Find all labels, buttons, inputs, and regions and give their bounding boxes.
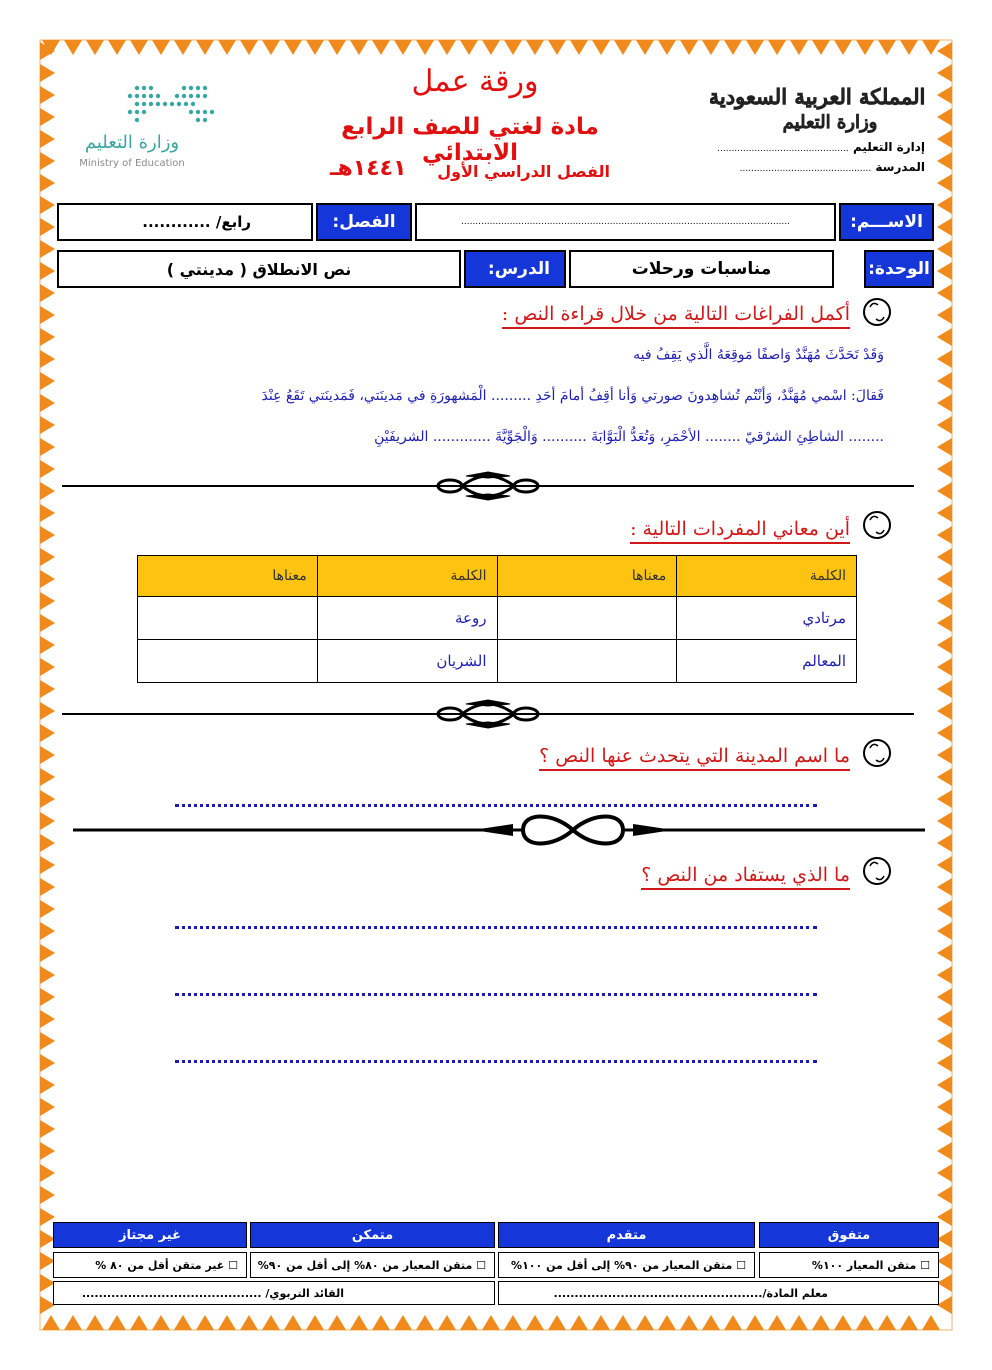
ministry-name-ar: وزارة التعليم bbox=[84, 132, 180, 153]
border-triangle bbox=[702, 40, 720, 55]
border-triangle bbox=[922, 1315, 940, 1330]
border-triangle bbox=[937, 416, 952, 434]
border-triangle bbox=[937, 966, 952, 984]
border-triangle bbox=[40, 812, 55, 830]
border-triangle bbox=[40, 548, 55, 566]
header-word-2: الكلمة bbox=[317, 556, 497, 597]
border-triangle bbox=[937, 856, 952, 874]
school-field bbox=[690, 160, 925, 174]
border-triangle bbox=[152, 1315, 170, 1330]
border-triangle bbox=[40, 130, 55, 148]
border-triangle bbox=[40, 988, 55, 1006]
border-triangle bbox=[790, 1315, 808, 1330]
border-triangle bbox=[937, 394, 952, 412]
border-triangle bbox=[64, 1315, 82, 1330]
border-triangle bbox=[40, 856, 55, 874]
border-triangle bbox=[937, 196, 952, 214]
border-triangle bbox=[328, 1315, 346, 1330]
border-triangle bbox=[937, 1252, 952, 1270]
border-triangle bbox=[40, 372, 55, 390]
leader-signature[interactable]: القائد التربوي/ ........................................... bbox=[53, 1281, 495, 1305]
ministry-name-en: Ministry of Education bbox=[79, 158, 185, 169]
header-meaning-2: معناها bbox=[138, 556, 318, 597]
border-triangle bbox=[40, 658, 55, 676]
border-triangle bbox=[937, 922, 952, 940]
border-triangle bbox=[592, 1315, 610, 1330]
border-triangle bbox=[937, 86, 952, 104]
border-triangle bbox=[937, 1054, 952, 1072]
border-triangle bbox=[937, 1164, 952, 1182]
border-triangle bbox=[416, 40, 434, 55]
border-triangle bbox=[40, 592, 55, 610]
border-triangle bbox=[937, 526, 952, 544]
border-triangle bbox=[328, 40, 346, 55]
border-triangle bbox=[812, 1315, 830, 1330]
word-cell: مرتادي bbox=[677, 597, 857, 640]
border-triangle bbox=[937, 350, 952, 368]
border-triangle bbox=[40, 350, 55, 368]
border-triangle bbox=[40, 328, 55, 346]
border-triangle bbox=[350, 40, 368, 55]
border-triangle bbox=[64, 40, 82, 55]
border-triangle bbox=[900, 1315, 918, 1330]
kingdom-calligraphy-graphic bbox=[710, 78, 925, 140]
passage-line-3: ........ الشاطِئِ الشرْقيّ ........ الأحْمَرِ، وَتُعَدُّ الْبَوَّابَةَ .......... وَالْجَوِّيَّةَ ............. الشريفَيْنِ bbox=[374, 429, 884, 445]
border-triangle bbox=[40, 64, 55, 82]
border-triangle bbox=[40, 614, 55, 632]
border-triangle bbox=[40, 1142, 55, 1160]
meaning-cell[interactable] bbox=[497, 597, 677, 640]
vocabulary-table bbox=[137, 555, 857, 683]
border-triangle bbox=[40, 526, 55, 544]
border-triangle bbox=[878, 40, 896, 55]
border-triangle bbox=[937, 1186, 952, 1204]
border-triangle bbox=[40, 240, 55, 258]
border-triangle bbox=[40, 416, 55, 434]
border-triangle bbox=[548, 1315, 566, 1330]
border-triangle bbox=[152, 40, 170, 55]
border-triangle bbox=[724, 40, 742, 55]
table-row bbox=[138, 640, 857, 683]
border-triangle bbox=[812, 40, 830, 55]
border-triangle bbox=[284, 40, 302, 55]
border-triangle bbox=[306, 1315, 324, 1330]
question-1-icon bbox=[862, 297, 892, 327]
border-triangle bbox=[40, 262, 55, 280]
border-triangle bbox=[937, 1120, 952, 1138]
border-triangle bbox=[937, 1010, 952, 1028]
border-triangle bbox=[40, 1032, 55, 1050]
question-2-title: أين معاني المفردات التالية : bbox=[630, 518, 850, 544]
question-3-icon bbox=[862, 738, 892, 768]
border-triangle bbox=[40, 306, 55, 324]
border-triangle bbox=[482, 1315, 500, 1330]
border-triangle bbox=[937, 988, 952, 1006]
border-triangle bbox=[746, 1315, 764, 1330]
border-triangle bbox=[40, 86, 55, 104]
border-triangle bbox=[614, 40, 632, 55]
border-triangle bbox=[636, 1315, 654, 1330]
border-triangle bbox=[130, 40, 148, 55]
border-triangle bbox=[40, 636, 55, 654]
border-triangle bbox=[240, 40, 258, 55]
lesson-label: الدرس: bbox=[464, 250, 566, 288]
border-triangle bbox=[40, 1186, 55, 1204]
border-triangle bbox=[504, 40, 522, 55]
border-triangle bbox=[570, 1315, 588, 1330]
class-label: الفصل: bbox=[316, 203, 412, 241]
border-triangle bbox=[937, 218, 952, 236]
name-input[interactable]: ................................................................................................................... bbox=[415, 203, 836, 241]
level-proficient: متمكن bbox=[250, 1222, 495, 1248]
word-cell: روعة bbox=[317, 597, 497, 640]
unit-label: الوحدة: bbox=[864, 250, 934, 288]
border-triangle bbox=[40, 878, 55, 896]
passage-line-1: وَقَدْ تَحَدَّثَ مُهَنَّدٌ وَاصفًا مَوقِعَهُ الَّذي يَقِفُ فيه bbox=[633, 347, 884, 363]
school-dots[interactable]: .............................................. bbox=[739, 164, 872, 174]
header-meaning-1: معناها bbox=[497, 556, 677, 597]
border-triangle bbox=[937, 1208, 952, 1226]
border-triangle bbox=[937, 878, 952, 896]
border-triangle bbox=[937, 1296, 952, 1314]
border-triangle bbox=[702, 1315, 720, 1330]
border-triangle bbox=[372, 1315, 390, 1330]
criterion-not-passed[interactable]: ☐ غير متقن أقل من ٨٠ % bbox=[53, 1252, 247, 1278]
border-triangle bbox=[526, 40, 544, 55]
border-triangle bbox=[834, 40, 852, 55]
border-triangle bbox=[937, 1032, 952, 1050]
ministry-logo-graphic bbox=[72, 82, 232, 132]
border-triangle bbox=[856, 1315, 874, 1330]
border-triangle bbox=[218, 1315, 236, 1330]
border-triangle bbox=[746, 40, 764, 55]
border-triangle bbox=[394, 40, 412, 55]
border-triangle bbox=[240, 1315, 258, 1330]
border-triangle bbox=[937, 834, 952, 852]
worksheet-title: ورقة عمل bbox=[411, 64, 539, 99]
level-excellent: متفوق bbox=[759, 1222, 939, 1248]
admin-field bbox=[690, 140, 925, 154]
border-triangle bbox=[937, 1098, 952, 1116]
border-triangle bbox=[937, 262, 952, 280]
border-triangle bbox=[40, 1120, 55, 1138]
border-triangle bbox=[284, 1315, 302, 1330]
border-triangle bbox=[724, 1315, 742, 1330]
border-triangle bbox=[937, 636, 952, 654]
border-triangle bbox=[394, 1315, 412, 1330]
border-triangle bbox=[937, 284, 952, 302]
answer-line-q4-1[interactable] bbox=[175, 918, 817, 929]
criterion-excellent[interactable]: ☐ متقن المعيار ١٠٠% bbox=[759, 1252, 939, 1278]
border-triangle bbox=[40, 218, 55, 236]
border-triangle bbox=[937, 702, 952, 720]
border-triangle bbox=[504, 1315, 522, 1330]
border-triangle bbox=[108, 40, 126, 55]
border-triangle bbox=[937, 130, 952, 148]
meaning-cell[interactable] bbox=[497, 640, 677, 683]
border-triangle bbox=[40, 724, 55, 742]
border-triangle bbox=[937, 1142, 952, 1160]
border-triangle bbox=[108, 1315, 126, 1330]
border-triangle bbox=[592, 40, 610, 55]
border-triangle bbox=[460, 40, 478, 55]
border-triangle bbox=[856, 40, 874, 55]
border-triangle bbox=[526, 1315, 544, 1330]
border-triangle bbox=[937, 64, 952, 82]
ornament-divider-2 bbox=[62, 696, 914, 732]
border-triangle bbox=[937, 944, 952, 962]
border-triangle bbox=[40, 1010, 55, 1028]
border-triangle bbox=[614, 1315, 632, 1330]
border-triangle bbox=[40, 284, 55, 302]
border-triangle bbox=[40, 702, 55, 720]
border-triangle bbox=[768, 1315, 786, 1330]
border-triangle bbox=[482, 40, 500, 55]
level-advanced: متقدم bbox=[498, 1222, 755, 1248]
border-triangle bbox=[262, 40, 280, 55]
border-triangle bbox=[937, 746, 952, 764]
border-triangle bbox=[937, 1076, 952, 1094]
kingdom-calligraphy bbox=[710, 78, 925, 140]
answer-line-q4-2[interactable] bbox=[175, 985, 817, 996]
meaning-cell[interactable] bbox=[138, 597, 318, 640]
answer-line-q3[interactable] bbox=[175, 796, 817, 807]
border-triangle bbox=[937, 724, 952, 742]
border-triangle bbox=[40, 900, 55, 918]
subject-title: مادة لغتي للصف الرابع الابتدائي bbox=[341, 114, 599, 166]
border-triangle bbox=[922, 40, 940, 55]
word-cell: المعالم bbox=[677, 640, 857, 683]
border-triangle bbox=[937, 306, 952, 324]
question-4-title: ما الذي يستفاد من النص ؟ bbox=[641, 864, 850, 890]
teacher-signature[interactable]: معلم المادة/.................................................. bbox=[498, 1281, 939, 1305]
ornament-divider-1 bbox=[62, 468, 914, 504]
passage-line-2: فَقالَ: اسْمي مُهَنَّدٌ، وَأنْتُم تُشاهِدونَ صورتي وَأنا أقِفُ أمامَ أحَدِ ......... الْمَشهورَةِ في مَدينَتي، فَمَدينَتي تَقَعُ عِنْدَ bbox=[261, 388, 884, 404]
border-triangle bbox=[937, 812, 952, 830]
border-triangle bbox=[937, 42, 952, 60]
border-triangle bbox=[130, 1315, 148, 1330]
border-triangle bbox=[40, 460, 55, 478]
border-triangle bbox=[570, 40, 588, 55]
border-triangle bbox=[937, 460, 952, 478]
criterion-proficient[interactable]: ☐ متقن المعيار من ٨٠% إلى أقل من ٩٠% bbox=[250, 1252, 495, 1278]
border-triangle bbox=[937, 174, 952, 192]
ornament-divider-3 bbox=[73, 810, 925, 850]
border-triangle bbox=[40, 922, 55, 940]
lesson-value: نص الانطلاق ( مدينتي ) bbox=[57, 250, 461, 288]
border-triangle bbox=[40, 1054, 55, 1072]
border-triangle bbox=[658, 40, 676, 55]
border-triangle bbox=[306, 40, 324, 55]
criterion-advanced[interactable]: ☐ متقن المعيار من ٩٠% إلى أقل من ١٠٠% bbox=[498, 1252, 755, 1278]
border-triangle bbox=[438, 40, 456, 55]
class-input[interactable]: رابع/ ............ bbox=[57, 203, 313, 241]
border-triangle bbox=[40, 768, 55, 786]
border-triangle bbox=[548, 40, 566, 55]
border-triangle bbox=[174, 40, 192, 55]
border-triangle bbox=[86, 1315, 104, 1330]
question-1-title: أكمل الفراغات التالية من خلال قراءة النص : bbox=[502, 303, 850, 329]
border-triangle bbox=[40, 482, 55, 500]
border-triangle bbox=[40, 108, 55, 126]
meaning-cell[interactable] bbox=[138, 640, 318, 683]
question-3-title: ما اسم المدينة التي يتحدث عنها النص ؟ bbox=[539, 745, 850, 771]
hijri-year: ١٤٤١هـ bbox=[330, 156, 407, 181]
border-triangle bbox=[40, 746, 55, 764]
border-triangle bbox=[40, 944, 55, 962]
level-not-passed: غير مجتاز bbox=[53, 1222, 247, 1248]
svg-text:المملكة العربية السعودية: المملكة العربية السعودية bbox=[710, 84, 925, 109]
border-triangle bbox=[937, 570, 952, 588]
border-triangle bbox=[900, 40, 918, 55]
border-triangle bbox=[937, 482, 952, 500]
border-triangle bbox=[40, 570, 55, 588]
border-triangle bbox=[937, 1230, 952, 1248]
border-triangle bbox=[937, 152, 952, 170]
border-triangle bbox=[40, 966, 55, 984]
border-triangle bbox=[937, 790, 952, 808]
border-triangle bbox=[937, 1274, 952, 1292]
border-triangle bbox=[40, 152, 55, 170]
border-triangle bbox=[834, 1315, 852, 1330]
border-triangle bbox=[937, 768, 952, 786]
border-triangle bbox=[416, 1315, 434, 1330]
border-triangle bbox=[878, 1315, 896, 1330]
border-triangle bbox=[40, 174, 55, 192]
border-triangle bbox=[937, 108, 952, 126]
border-triangle bbox=[40, 504, 55, 522]
unit-value: مناسبات ورحلات bbox=[569, 250, 834, 288]
border-triangle bbox=[460, 1315, 478, 1330]
border-triangle bbox=[196, 1315, 214, 1330]
border-triangle bbox=[680, 1315, 698, 1330]
table-header-row bbox=[138, 556, 857, 597]
semester-label: الفصل الدراسي الأول bbox=[437, 162, 610, 181]
border-triangle bbox=[937, 900, 952, 918]
admin-dots[interactable]: .............................................. bbox=[717, 144, 849, 154]
border-triangle bbox=[937, 240, 952, 258]
border-triangle bbox=[636, 40, 654, 55]
border-triangle bbox=[937, 680, 952, 698]
border-triangle bbox=[196, 40, 214, 55]
border-triangle bbox=[40, 790, 55, 808]
border-triangle bbox=[937, 614, 952, 632]
question-4-icon bbox=[862, 856, 892, 886]
school-label: المدرسة bbox=[875, 160, 925, 174]
answer-line-q4-3[interactable] bbox=[175, 1052, 817, 1063]
border-triangle bbox=[42, 1315, 60, 1330]
border-triangle bbox=[372, 40, 390, 55]
border-triangle bbox=[174, 1315, 192, 1330]
border-triangle bbox=[937, 658, 952, 676]
border-triangle bbox=[40, 1098, 55, 1116]
border-triangle bbox=[40, 438, 55, 456]
border-triangle bbox=[768, 40, 786, 55]
name-label: الاســـم: bbox=[839, 203, 934, 241]
border-triangle bbox=[937, 438, 952, 456]
border-triangle bbox=[262, 1315, 280, 1330]
border-triangle bbox=[937, 548, 952, 566]
border-triangle bbox=[40, 1164, 55, 1182]
border-triangle bbox=[86, 40, 104, 55]
table-row bbox=[138, 597, 857, 640]
border-triangle bbox=[658, 1315, 676, 1330]
border-triangle bbox=[40, 680, 55, 698]
border-triangle bbox=[937, 328, 952, 346]
admin-label: إدارة التعليم bbox=[852, 140, 925, 154]
border-triangle bbox=[790, 40, 808, 55]
border-triangle bbox=[40, 394, 55, 412]
border-triangle bbox=[40, 196, 55, 214]
border-triangle bbox=[40, 1076, 55, 1094]
question-2-icon bbox=[862, 510, 892, 540]
border-triangle bbox=[937, 592, 952, 610]
border-triangle bbox=[680, 40, 698, 55]
word-cell: الشريان bbox=[317, 640, 497, 683]
border-triangle bbox=[218, 40, 236, 55]
border-triangle bbox=[937, 504, 952, 522]
border-triangle bbox=[438, 1315, 456, 1330]
border-triangle bbox=[350, 1315, 368, 1330]
border-triangle bbox=[937, 372, 952, 390]
semester-line bbox=[320, 156, 620, 190]
svg-text:وزارة التعليم: وزارة التعليم bbox=[782, 112, 878, 133]
header-word-1: الكلمة bbox=[677, 556, 857, 597]
border-triangle bbox=[40, 834, 55, 852]
ministry-logo bbox=[72, 82, 232, 177]
